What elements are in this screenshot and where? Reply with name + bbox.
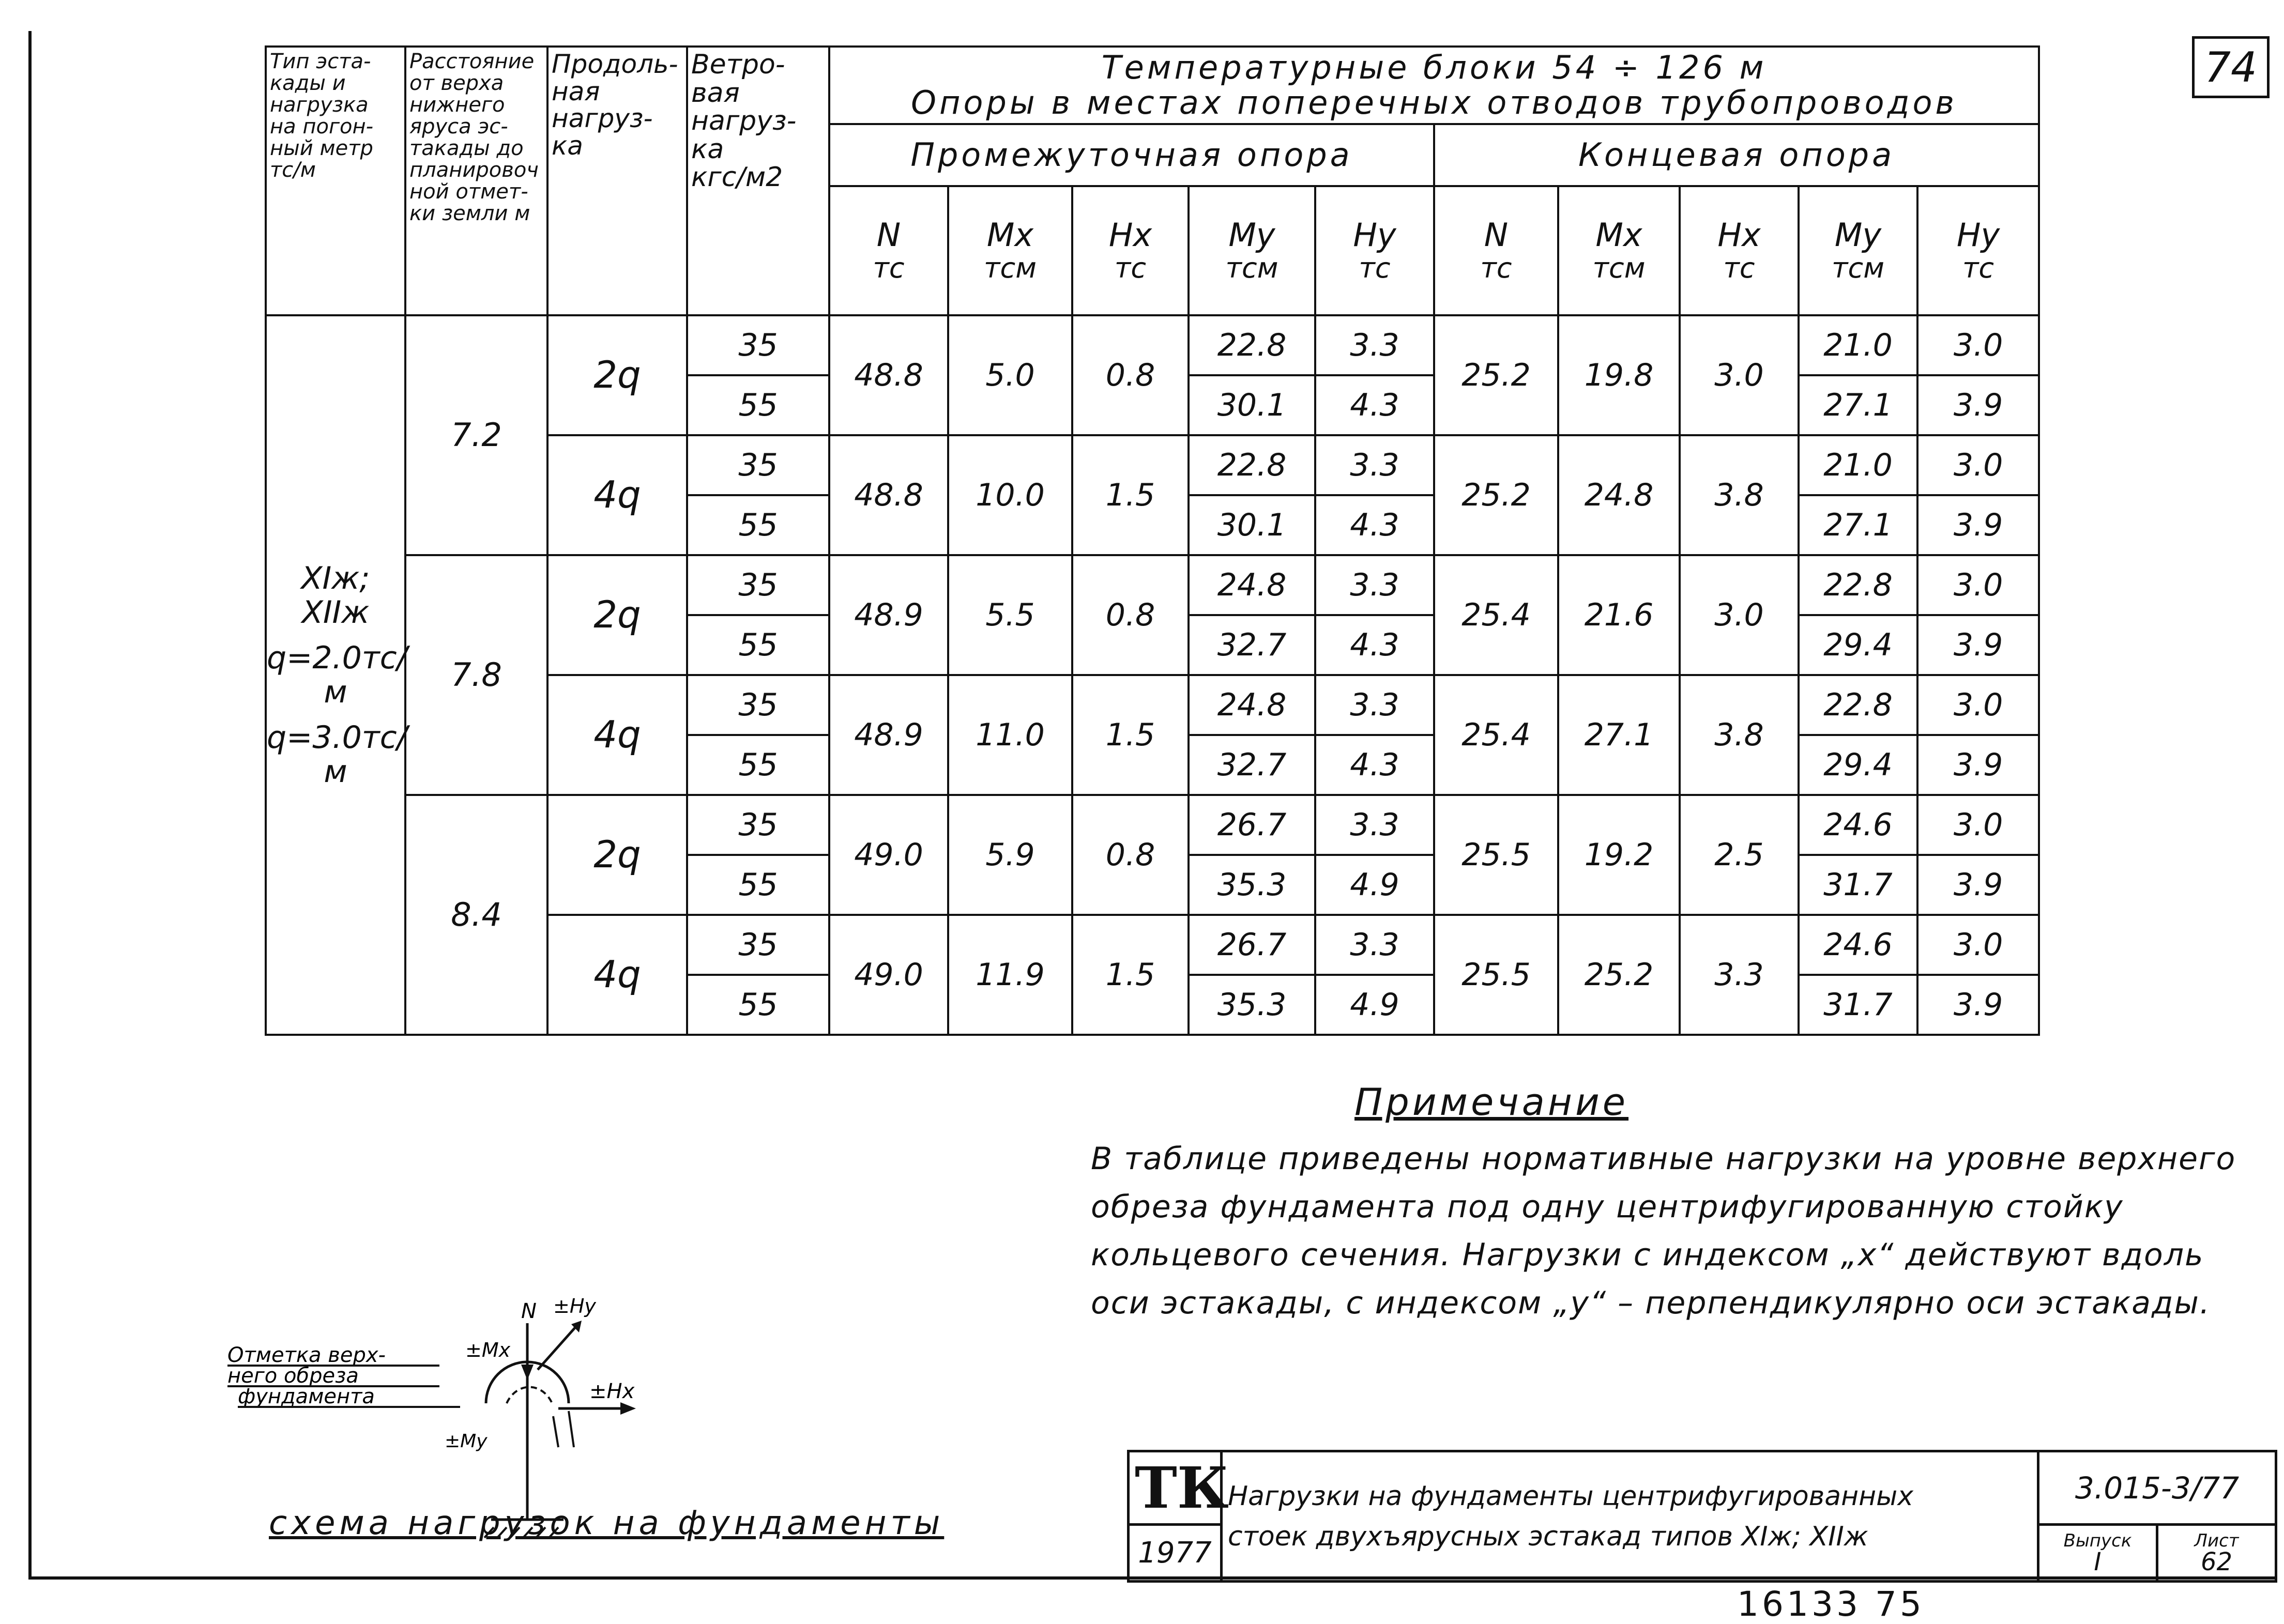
header-param-unit: тс: [1962, 252, 1994, 285]
intermediate-Mx: 11.0: [948, 675, 1072, 795]
longitudinal-load: 2q: [547, 555, 687, 675]
header-param: [1189, 186, 1315, 315]
intermediate-Hx: 0.8: [1072, 315, 1189, 435]
intermediate-N: 48.8: [829, 315, 948, 435]
intermediate-Hy: 3.3: [1315, 315, 1434, 375]
end-N: 25.2: [1434, 315, 1558, 435]
end-My: 22.8: [1799, 675, 1917, 735]
end-Hy: 3.9: [1917, 615, 2039, 675]
header-param: [1558, 186, 1680, 315]
header-longitudinal: Продоль-ная нагруз-ка: [547, 47, 687, 315]
end-My: 24.6: [1799, 915, 1917, 975]
end-My: 21.0: [1799, 435, 1917, 495]
header-param-unit: тс: [873, 252, 905, 285]
header-param-name: Hy: [1956, 216, 2000, 254]
intermediate-Hy: 3.3: [1315, 915, 1434, 975]
loads-table: [265, 45, 2040, 1036]
intermediate-Mx: 11.9: [948, 915, 1072, 1035]
intermediate-Mx: 5.0: [948, 315, 1072, 435]
intermediate-Hy: 4.3: [1315, 735, 1434, 795]
longitudinal-load: 4q: [547, 675, 687, 795]
end-My: 21.0: [1799, 315, 1917, 375]
intermediate-My: 22.8: [1189, 435, 1315, 495]
schema-Hx-label: ±Hx: [589, 1380, 635, 1403]
header-param-name: Hx: [1108, 216, 1152, 254]
end-Mx: 19.2: [1558, 795, 1680, 915]
stamp-issue: [2038, 1525, 2157, 1582]
end-Hy: 3.9: [1917, 375, 2039, 435]
end-Hx: 2.5: [1680, 795, 1799, 915]
schema-caption: схема нагрузок на фундаменты: [269, 1504, 945, 1542]
intermediate-Hy: 3.3: [1315, 555, 1434, 615]
end-Hx: 3.0: [1680, 555, 1799, 675]
end-Hy: 3.0: [1917, 915, 2039, 975]
end-N: 25.5: [1434, 795, 1558, 915]
header-param-unit: тсм: [1225, 252, 1278, 285]
intermediate-My: 26.7: [1189, 795, 1315, 855]
header-param: [1680, 186, 1799, 315]
header-param: [829, 186, 948, 315]
wind-load: 35: [687, 795, 829, 855]
intermediate-My: 22.8: [1189, 315, 1315, 375]
intermediate-Hy: 4.3: [1315, 495, 1434, 555]
intermediate-Hx: 1.5: [1072, 675, 1189, 795]
height-cell: 7.2: [405, 315, 547, 555]
stamp-sheet-label: Лист: [2194, 1530, 2239, 1551]
header-param-name: Hx: [1717, 216, 1761, 254]
schema-label-line3: фундамента: [238, 1385, 375, 1408]
header-param: [1799, 186, 1917, 315]
end-Hx: 3.8: [1680, 435, 1799, 555]
intermediate-Hy: 4.3: [1315, 375, 1434, 435]
wind-load: 35: [687, 315, 829, 375]
header-param-name: My: [1228, 216, 1275, 254]
type-cell-line2: q=2.0тс/м: [267, 640, 407, 710]
type-cell: [266, 315, 405, 1035]
intermediate-N: 49.0: [829, 795, 948, 915]
wind-load: 55: [687, 855, 829, 915]
height-cell: 8.4: [405, 795, 547, 1035]
wind-load: 55: [687, 735, 829, 795]
end-N: 25.4: [1434, 675, 1558, 795]
end-N: 25.2: [1434, 435, 1558, 555]
end-N: 25.4: [1434, 555, 1558, 675]
intermediate-Mx: 5.5: [948, 555, 1072, 675]
stamp-issue-label: Выпуск: [2063, 1530, 2132, 1551]
intermediate-N: 49.0: [829, 915, 948, 1035]
intermediate-My: 24.8: [1189, 675, 1315, 735]
header-param-unit: тсм: [1832, 252, 1884, 285]
end-My: 29.4: [1799, 735, 1917, 795]
end-Hy: 3.0: [1917, 435, 2039, 495]
stamp-title-line1: Нагрузки на фундаменты центрифугированных: [1228, 1480, 1913, 1512]
intermediate-My: 32.7: [1189, 735, 1315, 795]
longitudinal-load: 2q: [547, 315, 687, 435]
header-param-name: Mx: [986, 216, 1034, 254]
wind-load: 35: [687, 555, 829, 615]
wind-load: 35: [687, 435, 829, 495]
end-My: 31.7: [1799, 855, 1917, 915]
header-group-title: [829, 47, 2039, 124]
intermediate-Hy: 3.3: [1315, 435, 1434, 495]
schema-Hy-label: ±Hy: [553, 1295, 596, 1317]
type-cell-line3: q=3.0тс/м: [267, 719, 407, 790]
intermediate-N: 48.9: [829, 675, 948, 795]
type-cell-line1: XIж; XIIж: [301, 560, 370, 631]
wind-load: 55: [687, 615, 829, 675]
end-Mx: 24.8: [1558, 435, 1680, 555]
intermediate-My: 30.1: [1189, 375, 1315, 435]
stamp-doc-code: 3.015-3/77: [2038, 1451, 2276, 1525]
end-My: 27.1: [1799, 495, 1917, 555]
schema-N-label: N: [521, 1299, 537, 1323]
intermediate-My: 35.3: [1189, 855, 1315, 915]
header-intermediate: Промежуточная опора: [829, 124, 1434, 186]
intermediate-N: 48.8: [829, 435, 948, 555]
wind-load: 35: [687, 675, 829, 735]
header-param-unit: тс: [1114, 252, 1147, 285]
notes-block: [1091, 1080, 2254, 1327]
intermediate-Mx: 10.0: [948, 435, 1072, 555]
header-param: [1917, 186, 2039, 315]
intermediate-My: 30.1: [1189, 495, 1315, 555]
bottom-numbers: 16133 75: [1737, 1584, 1925, 1624]
end-My: 27.1: [1799, 375, 1917, 435]
end-My: 22.8: [1799, 555, 1917, 615]
end-Hx: 3.3: [1680, 915, 1799, 1035]
header-wind-unit: кгс/м2: [691, 162, 783, 193]
stamp-issue-value: I: [2094, 1547, 2102, 1576]
header-param-name: My: [1834, 216, 1882, 254]
header-param: [948, 186, 1072, 315]
longitudinal-load: 4q: [547, 435, 687, 555]
intermediate-My: 26.7: [1189, 915, 1315, 975]
table-row: [266, 315, 2039, 375]
intermediate-Hy: 4.9: [1315, 855, 1434, 915]
header-end: Концевая опора: [1434, 124, 2039, 186]
header-param-name: N: [1484, 216, 1509, 254]
stamp-year: 1977: [1129, 1525, 1222, 1582]
header-param-unit: тсм: [1592, 252, 1646, 285]
header-wind: [687, 47, 829, 315]
intermediate-My: 32.7: [1189, 615, 1315, 675]
table-row: [266, 555, 2039, 615]
wind-load: 55: [687, 375, 829, 435]
header-param-name: Mx: [1595, 216, 1642, 254]
end-Hy: 3.0: [1917, 675, 2039, 735]
end-Mx: 21.6: [1558, 555, 1680, 675]
wind-load: 35: [687, 915, 829, 975]
longitudinal-load: 4q: [547, 915, 687, 1035]
frame-left-border: [28, 31, 32, 1576]
longitudinal-load: 2q: [547, 795, 687, 915]
intermediate-Hx: 1.5: [1072, 915, 1189, 1035]
header-group-title-line1: Температурные блоки 54 ÷ 126 м: [1101, 48, 1767, 86]
header-param-unit: тс: [1480, 252, 1512, 285]
end-My: 24.6: [1799, 795, 1917, 855]
notes-title: Примечание: [1354, 1080, 1629, 1124]
end-My: 31.7: [1799, 975, 1917, 1035]
header-param: [1315, 186, 1434, 315]
intermediate-Hy: 3.3: [1315, 675, 1434, 735]
stamp-org: ТК: [1129, 1451, 1222, 1525]
header-type: Тип эста-кады и нагрузка на погон-ный метр тс/м: [266, 47, 405, 315]
intermediate-Hy: 4.3: [1315, 615, 1434, 675]
header-param: [1072, 186, 1189, 315]
end-Hy: 3.0: [1917, 555, 2039, 615]
header-param-name: N: [876, 216, 901, 254]
end-Hx: 3.8: [1680, 675, 1799, 795]
end-Hy: 3.0: [1917, 795, 2039, 855]
table-row: [266, 795, 2039, 855]
intermediate-Hy: 4.9: [1315, 975, 1434, 1035]
page-number: 74: [2192, 36, 2270, 98]
intermediate-Mx: 5.9: [948, 795, 1072, 915]
end-Hy: 3.9: [1917, 975, 2039, 1035]
intermediate-Hx: 1.5: [1072, 435, 1189, 555]
stamp-sheet-value: 62: [2200, 1547, 2233, 1576]
schema-label-line1: Отметка верх-: [227, 1343, 386, 1367]
intermediate-N: 48.9: [829, 555, 948, 675]
intermediate-My: 35.3: [1189, 975, 1315, 1035]
header-param-unit: тс: [1359, 252, 1391, 285]
header-param-unit: тс: [1723, 252, 1755, 285]
schema-Mx-label: ±Mx: [465, 1339, 511, 1361]
end-Hy: 3.9: [1917, 495, 2039, 555]
notes-body: В таблице приведены нормативные нагрузки на уровне верхнего обреза фундамента под одну центрифугированную стойку кольцевого сечения. Нагрузки с индексом „х“ действуют вдоль оси эстакады, с индексом „у“ – перпендикулярно оси эстакады.: [1091, 1141, 2236, 1321]
schema-My-label: ±My: [445, 1431, 488, 1452]
intermediate-Hx: 0.8: [1072, 795, 1189, 915]
header-group-title-line2: Опоры в местах поперечных отводов трубопроводов: [911, 84, 1957, 121]
title-block: [1127, 1450, 2275, 1574]
header-param-name: Hy: [1353, 216, 1396, 254]
intermediate-My: 24.8: [1189, 555, 1315, 615]
intermediate-Hx: 0.8: [1072, 555, 1189, 675]
stamp-title-line2: стоек двухъярусных эстакад типов XIж; XIIж: [1228, 1521, 1868, 1552]
stamp-sheet: [2157, 1525, 2276, 1582]
end-Hy: 3.0: [1917, 315, 2039, 375]
end-Mx: 19.8: [1558, 315, 1680, 435]
schema-label-line2: него обреза: [227, 1364, 359, 1388]
end-My: 29.4: [1799, 615, 1917, 675]
end-N: 25.5: [1434, 915, 1558, 1035]
wind-load: 55: [687, 975, 829, 1035]
header-distance: Расстояние от верха нижнего яруса эс-такады до планировоч ной отмет-ки земли м: [405, 47, 547, 315]
header-param-unit: тсм: [984, 252, 1037, 285]
end-Mx: 27.1: [1558, 675, 1680, 795]
end-Hy: 3.9: [1917, 735, 2039, 795]
end-Hx: 3.0: [1680, 315, 1799, 435]
header-wind-label: Ветро-вая нагруз-ка: [691, 49, 797, 165]
height-cell: 7.8: [405, 555, 547, 795]
end-Mx: 25.2: [1558, 915, 1680, 1035]
stamp-title: [1222, 1451, 2038, 1582]
header-param: [1434, 186, 1558, 315]
intermediate-Hy: 3.3: [1315, 795, 1434, 855]
wind-load: 55: [687, 495, 829, 555]
end-Hy: 3.9: [1917, 855, 2039, 915]
